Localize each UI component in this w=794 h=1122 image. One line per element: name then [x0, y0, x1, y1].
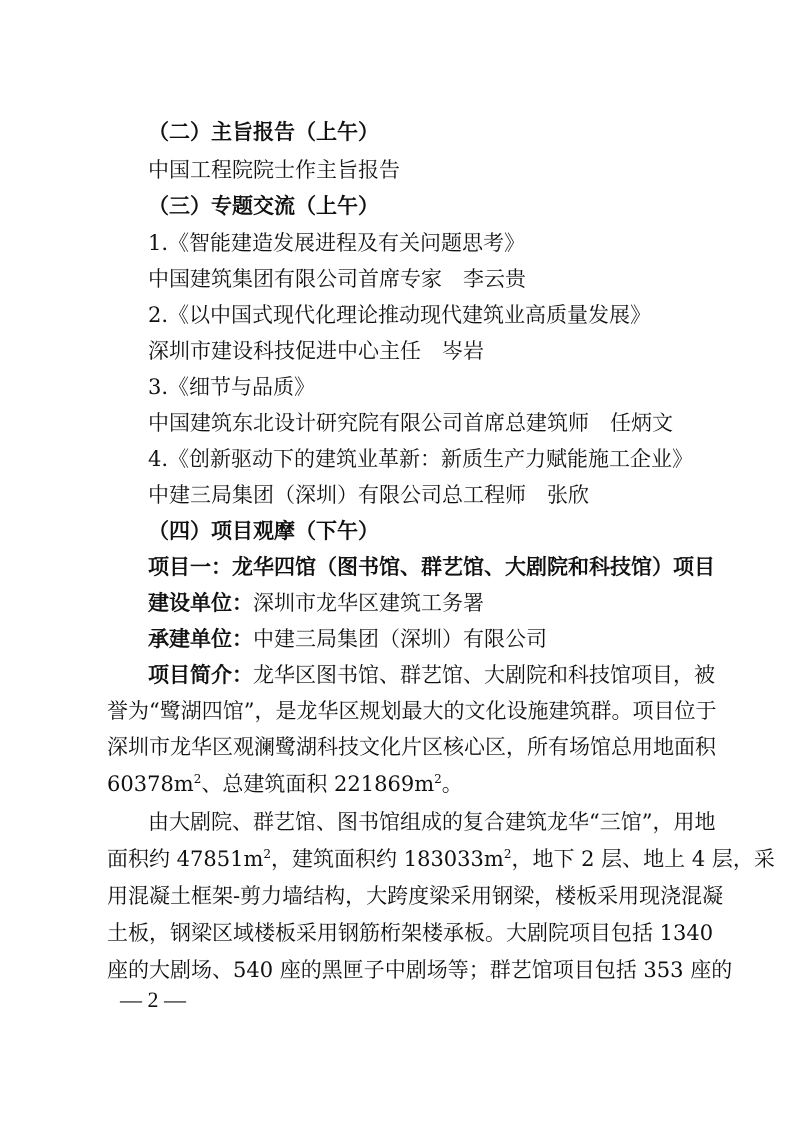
intro-line-2: 誉为“鹭湖四馆”，是龙华区规划最大的文化设施建筑群。项目位于	[107, 699, 717, 723]
talk-speaker-4: 中建三局集团（深圳）有限公司总工程师 张欣	[148, 483, 589, 507]
section-heading-site-visit: （四）项目观摩（下午）	[148, 518, 379, 543]
total-area: 、总建筑面积 221869m	[201, 772, 435, 796]
builder-value: 深圳市龙华区建筑工务署	[253, 591, 484, 615]
contractor-value: 中建三局集团（深圳）有限公司	[253, 627, 547, 651]
superscript: 2	[193, 772, 202, 786]
talk-title-2: 2.《以中国式现代化理论推动现代建筑业高质量发展》	[148, 303, 652, 327]
para2-floors: ，地下 2 层、地上 4 层，采	[511, 847, 775, 871]
intro-end: 。	[441, 772, 463, 796]
talk-speaker-3: 中国建筑东北设计研究院有限公司首席总建筑师 任炳文	[148, 411, 673, 435]
intro-label: 项目简介：	[148, 662, 253, 687]
para2-line-1: 由大剧院、群艺馆、图书馆组成的复合建筑龙华“三馆”，用地	[148, 810, 716, 834]
talk-speaker-1: 中国建筑集团有限公司首席专家 李云贵	[148, 267, 526, 291]
section-heading-keynote: （二）主旨报告（上午）	[148, 119, 379, 144]
superscript: 2	[263, 847, 272, 861]
talk-title-3: 3.《细节与品质》	[148, 375, 316, 399]
para2-line-3: 用混凝土框架-剪力墙结构，大跨度梁采用钢梁，楼板采用现浇混凝	[107, 884, 724, 908]
talk-speaker-2: 深圳市建设科技促进中心主任 岑岩	[148, 339, 484, 363]
page-number: — 2 —	[120, 987, 186, 1012]
builder-line	[148, 589, 708, 617]
para2-land-area: 面积约 47851m	[107, 847, 264, 871]
superscript: 2	[503, 847, 512, 861]
intro-line-4	[107, 770, 689, 798]
para2-line-4: 土板，钢梁区域楼板采用钢筋桁架楼承板。大剧院项目包括 1340	[107, 921, 714, 945]
intro-line-3: 深圳市龙华区观澜鹭湖科技文化片区核心区，所有场馆总用地面积	[107, 735, 716, 759]
project-name: 项目一：龙华四馆（图书馆、群艺馆、大剧院和科技馆）项目	[148, 554, 715, 579]
intro-text-1: 龙华区图书馆、群艺馆、大剧院和科技馆项目，被	[253, 663, 715, 687]
keynote-text: 中国工程院院士作主旨报告	[148, 158, 400, 182]
talk-title-4: 4.《创新驱动下的建筑业革新：新质生产力赋能施工企业》	[148, 447, 694, 471]
builder-label: 建设单位：	[148, 590, 253, 615]
contractor-line	[148, 625, 708, 653]
intro-line-1	[148, 661, 715, 689]
para2-line-5: 座的大剧场、540 座的黑匣子中剧场等；群艺馆项目包括 353 座的	[107, 958, 733, 982]
land-area: 60378m	[107, 772, 194, 796]
section-heading-topics: （三）专题交流（上午）	[148, 193, 379, 218]
contractor-label: 承建单位：	[148, 626, 253, 651]
para2-line-2	[107, 845, 775, 873]
talk-title-1: 1.《智能建造发展进程及有关问题思考》	[148, 231, 526, 255]
para2-building-area: ，建筑面积约 183033m	[271, 847, 504, 871]
superscript: 2	[434, 772, 442, 786]
